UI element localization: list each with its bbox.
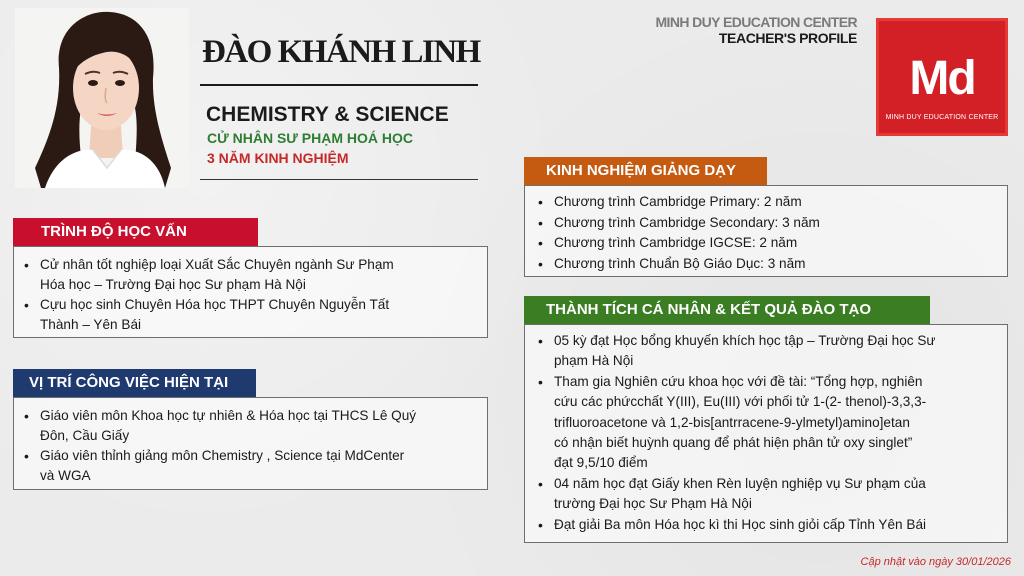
list-item-line: Hóa học – Trường Đại học Sư phạm Hà Nội	[40, 277, 306, 292]
list-item: • Chương trình Cambridge Primary: 2 năm	[530, 192, 999, 213]
portrait-illustration	[15, 8, 189, 188]
list-item: • Chương trình Cambridge Secondary: 3 năm	[530, 213, 999, 234]
list-item	[16, 446, 477, 486]
list-item-line: • 05 kỳ đạt Học bổng khuyến khích học tập – Trường Đại học Sư	[554, 333, 936, 348]
last-updated: Cập nhật vào ngày 30/01/2026	[860, 556, 1011, 568]
list-item-line: và WGA	[40, 468, 91, 483]
education-heading: TRÌNH ĐỘ HỌC VẤN	[13, 218, 258, 246]
list-item-line: • Giáo viên thỉnh giảng môn Chemistry , Science tại MdCenter	[40, 448, 405, 463]
name-divider	[200, 84, 478, 86]
experience-label: 3 NĂM KINH NGHIỆM	[207, 150, 349, 166]
teaching-subject: CHEMISTRY & SCIENCE	[206, 103, 449, 126]
info-divider	[200, 179, 478, 180]
list-item-line: đạt 9,5/10 điểm	[554, 455, 648, 471]
list-item-line: có nhận biết huỳnh quang để phát hiện phân tử oxy singlet”	[554, 435, 913, 451]
education-list	[16, 255, 477, 335]
list-item	[16, 406, 477, 446]
list-item-line: • Giáo viên môn Khoa học tự nhiên & Hóa học tại THCS Lê Quý	[40, 408, 417, 423]
org-logo	[876, 18, 1008, 136]
achievements-box	[524, 324, 1008, 543]
list-item-line: Thành – Yên Bái	[40, 317, 142, 332]
document-type: TEACHER'S PROFILE	[718, 30, 857, 46]
list-item	[530, 372, 999, 474]
list-item-line: • Cử nhân tốt nghiệp loại Xuất Sắc Chuyên ngành Sư Phạm	[40, 257, 394, 272]
list-item-line: Đôn, Cầu Giấy	[40, 428, 130, 443]
list-item-line: • Tham gia Nghiên cứu khoa học với đề tài: “Tổng hợp, nghiên	[554, 373, 923, 389]
achievements-heading: THÀNH TÍCH CÁ NHÂN & KẾT QUẢ ĐÀO TẠO	[524, 296, 930, 324]
teaching-experience-heading: KINH NGHIỆM GIẢNG DẠY	[524, 157, 767, 185]
teacher-name: ĐÀO KHÁNH LINH	[202, 34, 480, 70]
logo-tagline: MINH DUY EDUCATION CENTER	[885, 114, 999, 121]
list-item	[16, 255, 477, 295]
list-item: • Chương trình Cambridge IGCSE: 2 năm	[530, 233, 999, 254]
list-item-line: trường Đại học Sư Phạm Hà Nội	[554, 496, 752, 512]
list-item-line: cứu các phứcchất Y(III), Eu(III) với phối tử 1-(2- thenol)-3,3,3-	[554, 394, 927, 410]
education-box	[13, 246, 488, 338]
list-item-line: • Cựu học sinh Chuyên Hóa học THPT Chuyên Nguyễn Tất	[40, 297, 390, 312]
list-item	[530, 331, 999, 372]
list-item	[530, 474, 999, 515]
current-job-heading: VỊ TRÍ CÔNG VIỆC HIỆN TẠI	[13, 369, 256, 397]
degree-label: CỬ NHÂN SƯ PHẠM HOÁ HỌC	[207, 130, 414, 146]
achievements-list	[530, 331, 999, 535]
list-item	[16, 295, 477, 335]
list-item-line: • Đạt giải Ba môn Hóa học kì thi Học sinh giỏi cấp Tỉnh Yên Bái	[554, 516, 927, 532]
teacher-photo	[15, 8, 189, 188]
list-item: • Chương trình Chuẩn Bộ Giáo Dục: 3 năm	[530, 254, 999, 275]
list-item-line: • 04 năm học đạt Giấy khen Rèn luyện nghiệp vụ Sư phạm của	[554, 475, 926, 491]
teaching-experience-box	[524, 185, 1008, 277]
org-name: MINH DUY EDUCATION CENTER	[655, 14, 857, 30]
list-item-line: trifluoroacetone và 1,2-bis[antrracene-9-ylmetyl)amino]etan	[554, 414, 910, 430]
list-item-line: phạm Hà Nội	[554, 353, 634, 369]
teaching-experience-list	[530, 192, 999, 274]
logo-mark: Md	[909, 52, 975, 105]
current-job-box	[13, 397, 488, 490]
current-job-list	[16, 406, 477, 486]
list-item	[530, 515, 999, 535]
